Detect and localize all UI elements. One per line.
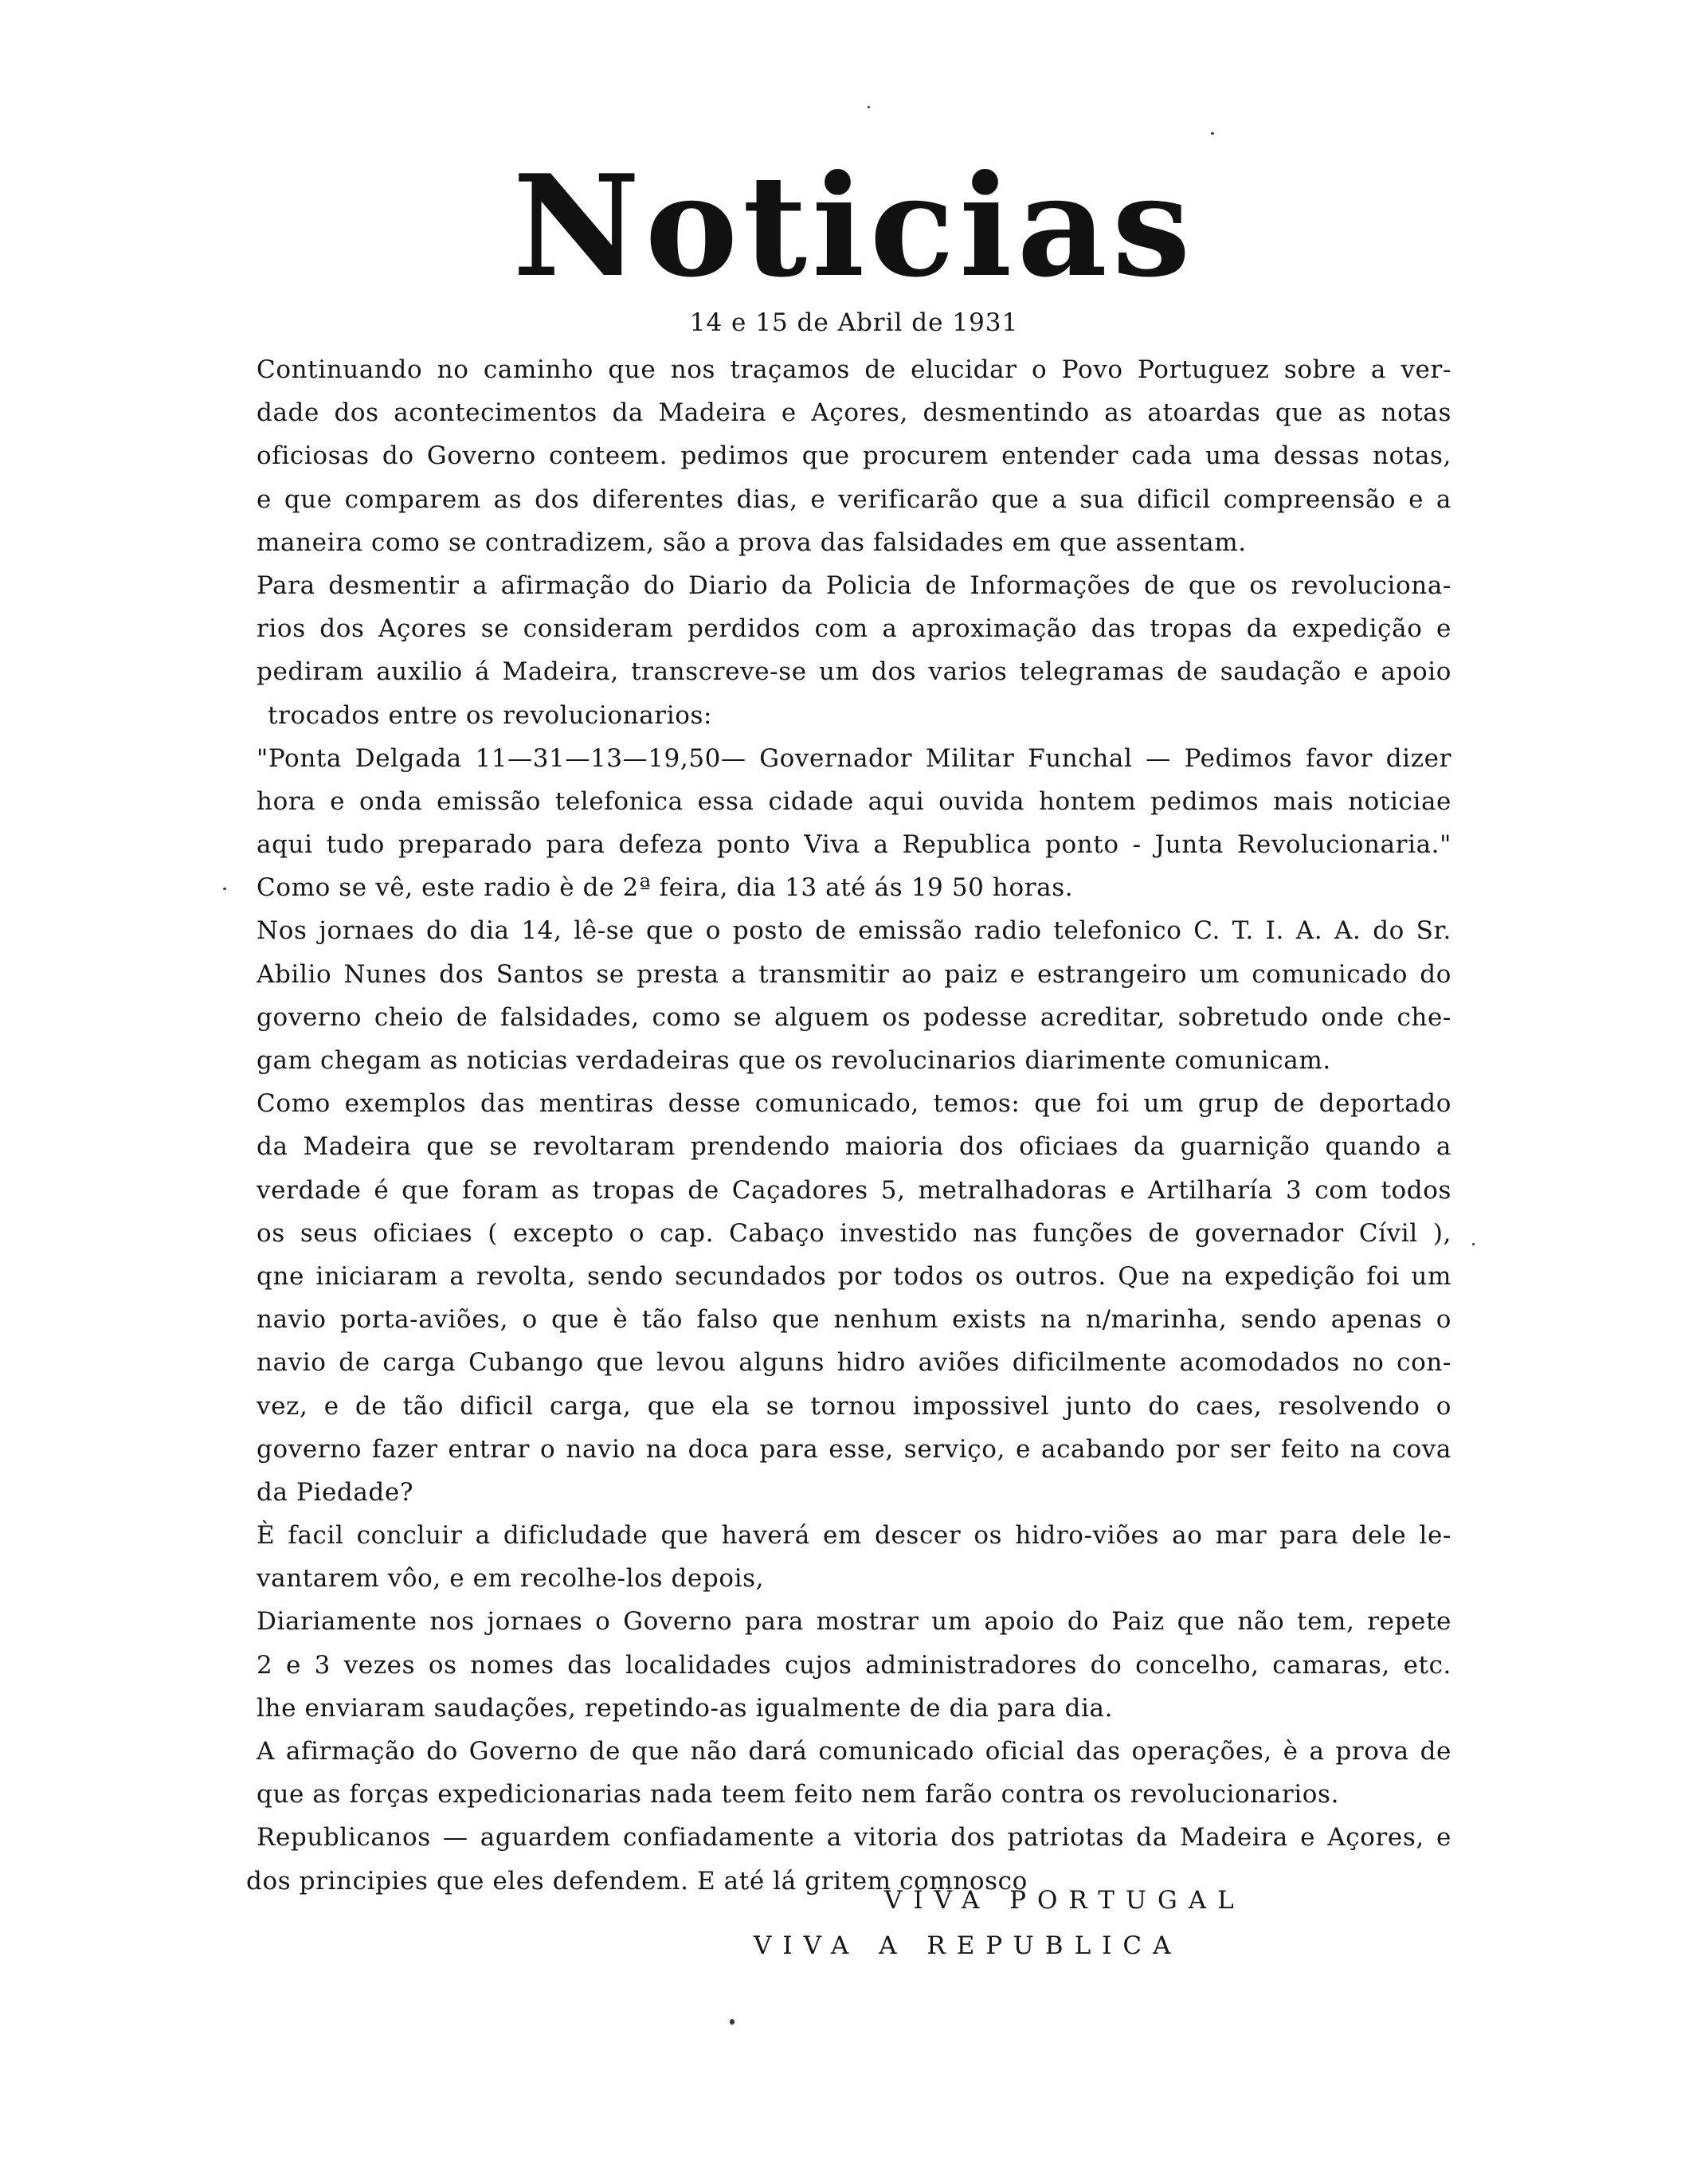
body-line: oficiosas do Governo conteem. pedimos que procurem entender cada uma dessas notas, <box>257 441 1451 471</box>
body-line: Continuando no caminho que nos traçamos de elucidar o Povo Portuguez sobre a ver- <box>257 355 1451 384</box>
closing-viva-portugal: VIVA PORTUGAL <box>884 1886 1245 1915</box>
body-line: governo cheio de falsidades, como se alguem os podesse acreditar, sobretudo onde che- <box>257 1002 1451 1032</box>
body-line: 2 e 3 vezes os nomes das localidades cujos administradores do concelho, camaras, etc. <box>257 1650 1451 1680</box>
body-line: qne iniciaram a revolta, sendo secundados por todos os outros. Que na expedição foi um <box>257 1261 1451 1291</box>
document-date: 14 e 15 de Abril de 1931 <box>689 308 1019 337</box>
body-line: pediram auxilio á Madeira, transcreve-se um dos varios telegramas de saudação e apoio <box>257 657 1451 687</box>
body-line: lhe enviaram saudações, repetindo-as igualmente de dia para dia. <box>257 1693 1114 1723</box>
document-title: Noticias <box>512 145 1196 308</box>
body-line: os seus oficiaes ( excepto o cap. Cabaço investido nas funções de governador Cívil ), <box>257 1218 1451 1248</box>
body-line: A afirmação do Governo de que não dará comunicado oficial das operações, è a prova de <box>257 1737 1451 1766</box>
document-body <box>246 348 1451 1903</box>
print-speck <box>868 106 870 108</box>
body-line: vez, e de tão dificil carga, que ela se tornou impossivel junto do caes, resolvendo o <box>257 1391 1451 1421</box>
body-line: navio porta-aviões, o que è tão falso que nenhum exists na n/marinha, sendo apenas o <box>257 1305 1451 1335</box>
print-speck <box>1211 132 1214 135</box>
body-line: vantarem vôo, e em recolhe-los depois, <box>257 1564 765 1594</box>
print-speck <box>730 2019 735 2025</box>
body-line: que as forças expedicionarias nada teem feito nem farão contra os revolucionarios. <box>257 1780 1340 1809</box>
body-line: governo fazer entrar o navio na doca para esse, serviço, e acabando por ser feito na cova <box>257 1434 1451 1464</box>
body-line: dos principies que eles defendem. E até lá gritem comnosco <box>246 1866 1028 1896</box>
body-line: aqui tudo preparado para defeza ponto Viva a Republica ponto - Junta Revolucionaria." <box>257 830 1451 860</box>
body-line: Para desmentir a afirmação do Diario da Policia de Informações de que os revoluciona- <box>257 570 1451 600</box>
body-line: rios dos Açores se consideram perdidos com a aproximação das tropas da expedição e <box>257 614 1451 644</box>
body-line: Republicanos — aguardem confiadamente a vitoria dos patriotas da Madeira e Açores, e <box>257 1823 1451 1853</box>
body-line: verdade é que foram as tropas de Caçadores 5, metralhadoras e Artilharía 3 com todos <box>257 1175 1451 1205</box>
body-line: maneira como se contradizem, são a prova das falsidades em que assentam. <box>257 527 1247 557</box>
body-line: È facil concluir a dificludade que haverá em descer os hidro-viões ao mar para dele le- <box>257 1521 1451 1551</box>
body-line: Nos jornaes do dia 14, lê-se que o posto de emissão radio telefonico C. T. I. A. A. do Sr. <box>257 916 1451 946</box>
body-line: Diariamente nos jornaes o Governo para mostrar um apoio do Paiz que não tem, repete <box>257 1607 1451 1637</box>
body-line: hora e onda emissão telefonica essa cidade aqui ouvida hontem pedimos mais noticiae <box>257 786 1451 816</box>
body-line: e que comparem as dos diferentes dias, e verificarão que a sua dificil compreensão e a <box>257 484 1451 514</box>
body-line: Como se vê, este radio è de 2ª feira, dia 13 até ás 19 50 horas. <box>257 873 1074 903</box>
body-line: trocados entre os revolucionarios: <box>268 700 713 730</box>
closing-viva-republica: VIVA A REPUBLICA <box>754 1931 1182 1960</box>
body-line: gam chegam as noticias verdadeiras que os revolucinarios diarimente comunicam. <box>257 1046 1331 1075</box>
body-line: "Ponta Delgada 11—31—13—19,50— Governador Militar Funchal — Pedimos favor dizer <box>257 743 1451 773</box>
body-line: da Piedade? <box>257 1477 414 1507</box>
print-speck <box>1472 1243 1475 1245</box>
body-line: Como exemplos das mentiras desse comunicado, temos: que foi um grup de deportado <box>257 1089 1451 1119</box>
print-speck <box>223 888 226 890</box>
body-line: da Madeira que se revoltaram prendendo maioria dos oficiaes da guarnição quando a <box>257 1132 1451 1162</box>
body-line: Abilio Nunes dos Santos se presta a transmitir ao paiz e estrangeiro um comunicado do <box>257 959 1451 989</box>
body-line: navio de carga Cubango que levou alguns hidro aviões dificilmente acomodados no con- <box>257 1348 1451 1378</box>
body-line: dade dos acontecimentos da Madeira e Açores, desmentindo as atoardas que as notas <box>257 398 1451 428</box>
